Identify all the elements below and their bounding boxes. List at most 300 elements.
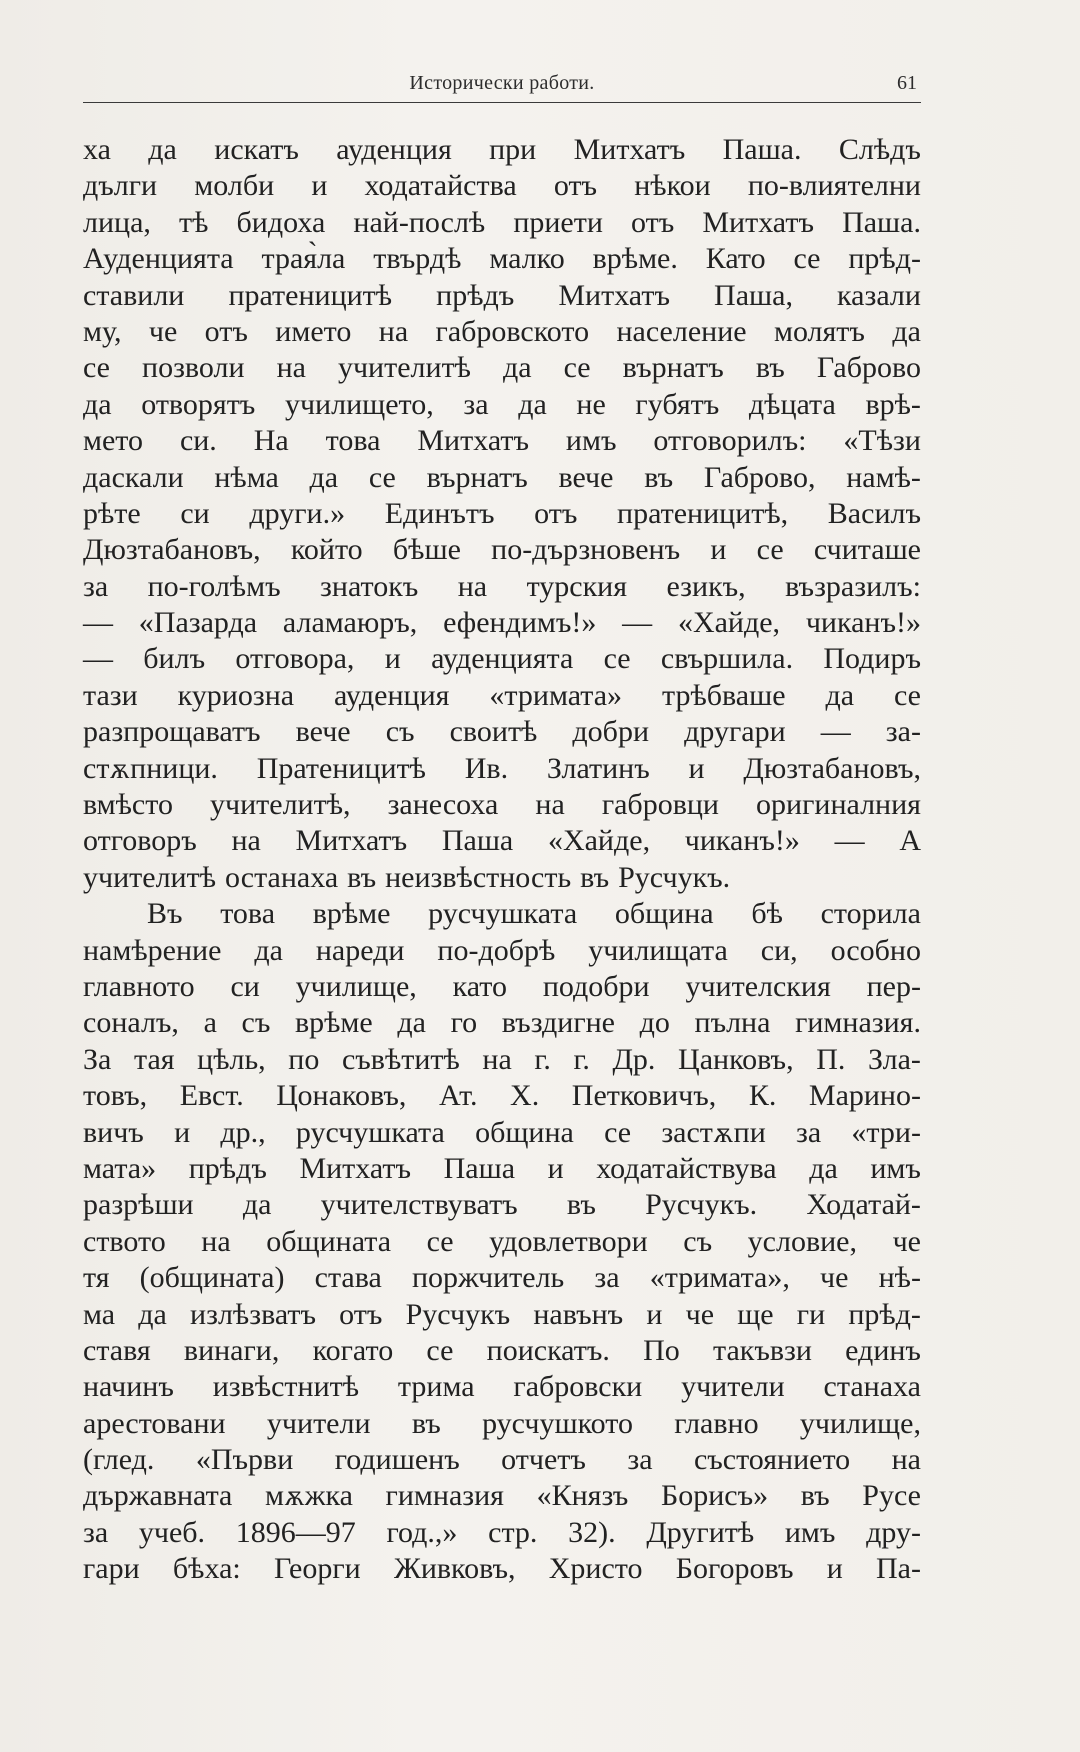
word: разпрощаватъ <box>83 715 261 749</box>
word: на <box>535 788 565 822</box>
word: най-послѣ <box>353 205 486 239</box>
word: свършила. <box>660 642 794 676</box>
text-line <box>83 496 921 532</box>
word: дѣцата <box>748 387 836 421</box>
word: Митхатъ <box>558 278 670 312</box>
word: по-добрѣ <box>437 933 556 967</box>
word: — <box>820 715 851 749</box>
word: учители <box>681 1370 785 1404</box>
word: нѣкои <box>634 169 711 203</box>
word: на <box>276 351 306 385</box>
word: За <box>83 1042 112 1076</box>
word: вече <box>295 715 351 749</box>
word: По <box>643 1333 680 1367</box>
page-number: 61 <box>897 72 917 94</box>
word: се <box>426 1224 454 1258</box>
text-line <box>83 387 921 423</box>
word: позволи <box>142 351 245 385</box>
word: казали <box>837 278 921 312</box>
word: сторила <box>820 897 921 931</box>
word: добри <box>572 715 650 749</box>
word: 1896—97 <box>235 1515 356 1549</box>
text-line <box>83 1115 921 1151</box>
word: се <box>603 642 631 676</box>
word: прѣд- <box>848 242 921 276</box>
word: ходатайства <box>364 169 517 203</box>
word: Русчукъ <box>405 1297 511 1331</box>
text-line <box>83 1442 921 1478</box>
word: молятъ <box>773 314 865 348</box>
word: единъ <box>845 1333 921 1367</box>
word: намѣ- <box>846 460 921 494</box>
word: соналъ, <box>83 1006 179 1040</box>
word: поискатъ. <box>486 1333 610 1367</box>
word: съ <box>241 1006 271 1040</box>
word: русчушкото <box>482 1406 633 1440</box>
word: годишенъ <box>334 1443 460 1477</box>
word: дру- <box>866 1515 921 1549</box>
word: му, <box>83 314 122 348</box>
word: на <box>482 1042 512 1076</box>
text-line <box>83 823 921 859</box>
word: — <box>83 606 113 640</box>
word: извѣстнитѣ <box>212 1370 360 1404</box>
word: и <box>311 169 328 203</box>
word: Габрово, <box>703 460 816 494</box>
word: се <box>756 533 784 567</box>
word: бѣ <box>751 897 783 931</box>
word: «тримата» <box>489 678 623 712</box>
word: Ив. <box>464 751 509 785</box>
word: въ <box>566 1188 596 1222</box>
text-line <box>83 860 921 896</box>
word: въ <box>644 460 674 494</box>
word: се <box>83 351 110 385</box>
word: че <box>892 1224 921 1258</box>
word: на <box>457 569 488 603</box>
word: — <box>83 642 113 676</box>
word: се <box>793 242 821 276</box>
text-line <box>83 1224 921 1260</box>
word: разрѣши <box>83 1188 194 1222</box>
word: да <box>148 133 177 166</box>
text-line <box>83 605 921 641</box>
word: като <box>452 969 507 1003</box>
word: другари <box>684 715 786 749</box>
word: Петковичъ, <box>571 1079 717 1113</box>
word: нѣма <box>214 460 279 494</box>
word: гимназия <box>385 1479 504 1513</box>
word: А <box>899 824 921 858</box>
word: оригиналния <box>756 788 921 822</box>
word: врѣме <box>312 897 391 931</box>
word: главно <box>674 1406 759 1440</box>
word: малко <box>489 242 565 276</box>
word: врѣ- <box>865 387 921 421</box>
word: дълги <box>83 169 158 203</box>
word: останаха <box>225 860 339 894</box>
word: «тримата», <box>649 1261 790 1295</box>
word: Паша. <box>842 205 921 239</box>
word: че <box>820 1261 849 1295</box>
word: арестовани <box>83 1406 226 1440</box>
word: държавната <box>83 1479 233 1513</box>
word: Др. <box>612 1042 656 1076</box>
word: за <box>627 1443 653 1477</box>
word: рѣте <box>83 496 141 530</box>
paragraph <box>83 132 921 896</box>
word: отъ <box>204 314 248 348</box>
word: ходатайствува <box>596 1151 777 1185</box>
word: мѫжка <box>265 1479 353 1513</box>
word: се <box>894 678 921 712</box>
word: излѣзватъ <box>190 1297 316 1331</box>
word: състоянието <box>693 1443 851 1477</box>
word: върнатъ <box>426 460 528 494</box>
word: ма <box>83 1297 116 1331</box>
word: Борисъ» <box>660 1479 769 1513</box>
word: мата» <box>83 1151 157 1185</box>
word: върнатъ <box>622 351 724 385</box>
running-title: Исторически работи. <box>409 72 595 94</box>
word: Паша. <box>722 133 802 166</box>
text-line <box>83 278 921 314</box>
text-line <box>83 1078 921 1114</box>
word: отчетъ <box>501 1443 586 1477</box>
word: на <box>201 1224 231 1258</box>
word: а <box>203 1006 217 1040</box>
word: това <box>220 897 276 931</box>
word: отворятъ <box>141 387 256 421</box>
word: Живковъ, <box>393 1552 516 1586</box>
word: въ <box>580 860 610 894</box>
text-line <box>83 1005 921 1041</box>
text-line <box>83 1478 921 1514</box>
word: и <box>547 1151 564 1185</box>
word: Дюзтабановъ, <box>83 533 261 567</box>
word: габровски <box>513 1370 643 1404</box>
word: русчушката <box>428 897 578 931</box>
word: въздигне <box>501 1006 615 1040</box>
word: прѣдъ <box>436 278 515 312</box>
word: трима <box>397 1370 475 1404</box>
word: други.» <box>249 496 346 530</box>
word: Русчукъ. <box>645 1188 758 1222</box>
word: съвѣтитѣ <box>341 1042 460 1076</box>
word: главното <box>83 969 195 1003</box>
text-line <box>83 314 921 350</box>
word: трая̀ла <box>261 242 346 276</box>
word: по-влиятелни <box>747 169 921 203</box>
word: габровското <box>435 314 590 348</box>
word: Марино- <box>808 1079 921 1113</box>
text-line <box>83 751 921 787</box>
word: Другитѣ <box>646 1515 755 1549</box>
word: и <box>174 1115 191 1149</box>
word: твърдѣ <box>373 242 462 276</box>
word: се <box>368 460 396 494</box>
text-line <box>83 896 921 932</box>
text-line <box>83 1151 921 1187</box>
word: ауденция <box>334 678 450 712</box>
text-line <box>83 350 921 386</box>
word: 32). <box>568 1515 616 1549</box>
word: население <box>616 314 747 348</box>
word: своитѣ <box>449 715 538 749</box>
word: др., <box>220 1115 266 1149</box>
word: товъ, <box>83 1079 148 1113</box>
word: Русе <box>862 1479 921 1513</box>
word: и <box>688 751 705 785</box>
text-line <box>83 132 921 168</box>
word: бидоха <box>236 205 326 239</box>
word: Паша <box>441 824 514 858</box>
word: името <box>275 314 352 348</box>
word: имъ <box>565 424 617 458</box>
word: отъ <box>553 169 598 203</box>
word: такъвзи <box>712 1333 812 1367</box>
word: Паша, <box>714 278 793 312</box>
word: г. <box>534 1042 551 1076</box>
word: да <box>825 678 855 712</box>
word: да <box>309 460 339 494</box>
word: бѣше <box>392 533 461 567</box>
word: въ <box>755 351 785 385</box>
text-line <box>83 569 921 605</box>
word: си <box>230 969 260 1003</box>
word: Георги <box>273 1552 361 1586</box>
word: Митхатъ <box>702 205 814 239</box>
text-line <box>83 1551 921 1587</box>
word: учеб. <box>138 1515 206 1549</box>
word: по-голѣмъ <box>147 569 281 603</box>
word: особно <box>830 933 921 967</box>
word: губятъ <box>635 387 720 421</box>
word: Евст. <box>179 1079 244 1113</box>
text-line <box>83 1042 921 1078</box>
word: «Князъ <box>536 1479 629 1513</box>
word: който <box>290 533 363 567</box>
header-rule <box>83 102 921 103</box>
word: навънъ <box>533 1297 624 1331</box>
word: вмѣсто <box>83 788 173 822</box>
word: Въ <box>147 897 183 931</box>
word: Габрово <box>816 351 921 385</box>
word: се <box>563 351 591 385</box>
word: става <box>314 1261 382 1295</box>
word: общината <box>266 1224 392 1258</box>
text-line <box>83 460 921 496</box>
word: условие, <box>747 1224 857 1258</box>
word: г. <box>573 1042 590 1076</box>
word: прѣдъ <box>188 1151 267 1185</box>
word: ха <box>83 133 111 166</box>
text-line <box>83 1297 921 1333</box>
word: си <box>180 496 210 530</box>
word: имъ <box>784 1515 836 1549</box>
text-line <box>83 532 921 568</box>
text-line <box>83 641 921 677</box>
word: училището, <box>284 387 434 421</box>
word: въ <box>411 1406 441 1440</box>
word: ефендимъ!» <box>443 606 597 640</box>
word: Златинъ <box>546 751 650 785</box>
word: занесоха <box>387 788 499 822</box>
word: Паша <box>443 1151 516 1185</box>
word: учителския <box>685 969 831 1003</box>
word: Единътъ <box>384 496 495 530</box>
running-header <box>83 66 921 106</box>
word: ще <box>737 1297 774 1331</box>
text-line <box>83 1260 921 1296</box>
word: да <box>503 351 532 385</box>
word: «Първи <box>195 1443 294 1477</box>
word: — <box>622 606 653 640</box>
text-line <box>83 205 921 241</box>
word: не <box>576 387 606 421</box>
word: станаха <box>823 1370 921 1404</box>
word: пълна <box>694 1006 771 1040</box>
word: езикъ, <box>666 569 746 603</box>
word: (глед. <box>83 1443 155 1477</box>
word: училище, <box>295 969 417 1003</box>
word: ауденция <box>336 133 452 166</box>
word: си. <box>179 424 217 458</box>
word: за <box>83 569 109 603</box>
word: Ауденцията <box>83 242 234 276</box>
word: учители <box>266 1406 371 1440</box>
word: ги <box>796 1297 826 1331</box>
word: Цонаковъ, <box>276 1079 407 1113</box>
word: тѣ <box>179 205 209 239</box>
word: отговорилъ: <box>653 424 807 458</box>
word: год.,» <box>386 1515 458 1549</box>
word: съ <box>683 1224 713 1258</box>
word: начинъ <box>83 1370 174 1404</box>
word: ставили <box>83 278 185 312</box>
word: чиканъ!» <box>684 824 800 858</box>
word: за <box>796 1115 822 1149</box>
word: турския <box>526 569 628 603</box>
word: К. <box>748 1079 777 1113</box>
word: искатъ <box>214 133 299 166</box>
word: «Пазарда <box>138 606 258 640</box>
word: до <box>639 1006 670 1040</box>
word: община <box>614 897 714 931</box>
text-line <box>83 969 921 1005</box>
word: ставя <box>83 1333 151 1367</box>
word: билъ <box>143 642 206 676</box>
word: лица, <box>83 205 151 239</box>
word: по-дързновенъ <box>491 533 681 567</box>
text-line <box>83 241 921 277</box>
word: Василъ <box>827 496 921 530</box>
word: русчушката <box>295 1115 445 1149</box>
word: Митхатъ <box>295 824 408 858</box>
word: да <box>518 387 547 421</box>
word: пратеницитѣ <box>228 278 393 312</box>
word: и <box>826 1552 843 1586</box>
word: ауденцията <box>431 642 574 676</box>
word: отъ <box>339 1297 383 1331</box>
word: да <box>254 933 283 967</box>
word: прѣд- <box>848 1297 921 1331</box>
word: П. <box>816 1042 846 1076</box>
word: пер- <box>866 969 921 1003</box>
word: възразилъ: <box>785 569 921 603</box>
word: Па- <box>876 1552 921 1586</box>
word: когато <box>312 1333 394 1367</box>
word: габровци <box>601 788 719 822</box>
word: че <box>685 1297 715 1331</box>
word: куриозна <box>177 678 295 712</box>
word: стѫпници. <box>83 751 218 785</box>
word: да <box>138 1297 167 1331</box>
word: учителитѣ <box>337 351 471 385</box>
word: намѣрение <box>83 933 222 967</box>
word: община <box>475 1115 574 1149</box>
word: се <box>426 1333 454 1367</box>
word: имъ <box>870 1151 921 1185</box>
word: подобри <box>542 969 650 1003</box>
word: за- <box>885 715 921 749</box>
word: съ <box>385 715 415 749</box>
text-line <box>83 423 921 459</box>
body-text <box>83 132 921 1588</box>
word: считаше <box>813 533 921 567</box>
word: това <box>325 424 381 458</box>
word: да <box>83 387 112 421</box>
text-line <box>83 168 921 204</box>
word: аламаюръ, <box>282 606 418 640</box>
word: учителствуватъ <box>320 1188 518 1222</box>
text-line <box>83 714 921 750</box>
word: Христо <box>548 1552 643 1586</box>
word: за <box>594 1261 620 1295</box>
text-line <box>83 678 921 714</box>
word: врѣме. <box>592 242 678 276</box>
word: вичъ <box>83 1115 144 1149</box>
word: че <box>148 314 178 348</box>
word: нѣ- <box>878 1261 921 1295</box>
word: да <box>892 314 921 348</box>
word: въ <box>800 1479 830 1513</box>
word: удовлетвори <box>489 1224 648 1258</box>
text-line <box>83 933 921 969</box>
word: Митхатъ <box>299 1151 412 1185</box>
word: Слѣдъ <box>838 133 921 166</box>
word: — <box>834 824 865 858</box>
word: да <box>242 1188 272 1222</box>
word: училищата <box>588 933 728 967</box>
word: за <box>83 1515 109 1549</box>
word: Зла- <box>867 1042 921 1076</box>
word: неизвѣстность <box>385 860 572 894</box>
word: Ат. <box>438 1079 478 1113</box>
word: Х. <box>510 1079 540 1113</box>
word: трѣбваше <box>662 678 786 712</box>
text-line <box>83 1406 921 1442</box>
word: гимназия. <box>795 1006 921 1040</box>
word: по <box>288 1042 320 1076</box>
word: при <box>489 133 537 166</box>
word: тая <box>133 1042 175 1076</box>
word: винаги, <box>183 1333 280 1367</box>
word: Пратеницитѣ <box>256 751 426 785</box>
word: и <box>710 533 727 567</box>
word: поржчитель <box>411 1261 565 1295</box>
word: врѣме <box>294 1006 373 1040</box>
